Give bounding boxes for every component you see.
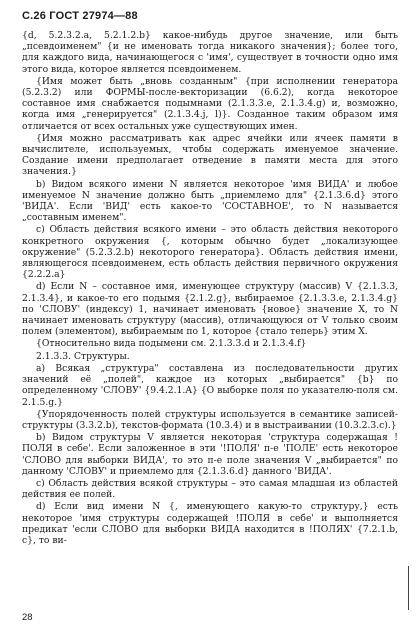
page-header: C.26 ГОСТ 27974—88 bbox=[22, 10, 138, 22]
section-heading: 2.1.3.3. Структуры. bbox=[36, 350, 130, 362]
paragraph: d) Если N – составное имя, именующее структуру (массив) V {2.1.3.3, 2.1.3.4}, и какое-то его подымя {2.1.2.g}, выбираемое {2.1.3.3.e, 2.1.3.4.g} по 'СЛОВУ' (индексу) 1, начинает именовать {новое} значение X, то N начинает именовать структуру (массив), отличающуюся от V только своим полем (элементом), выбираемым по 1, которое {стало теперь} этим X. bbox=[22, 281, 398, 338]
paragraph: {Упорядоченность полей структуры используется в семантике записей-структуры (3.3.2.b), текстов-формата (10.3.4) и в выстраивании (10.3.2.3.c).} bbox=[22, 408, 398, 431]
paragraph: c) Область действия всякого имени – это область действия некоторого конкретного окружения {, которым обычно будет „локализующее окружение" (5.2.3.2.b) некоторого генератора}. Область действия имени, являющегося псевдоименем, есть область действия первичного окружения {2.2.2.a} bbox=[22, 224, 398, 281]
paragraph: b) Видом всякого имени N является некоторое 'имя ВИДА' и любое именуемое N значение должно быть „приемлемо для" {2.1.3.6.d} этого 'ВИДА'. Если 'ВИД' есть какое-то 'СОСТАВНОЕ', то N называется „составным именем". bbox=[22, 178, 398, 224]
paragraph: {d, 5.2.3.2.a, 5.2.1.2.b} какое-нибудь другое значение, или быть „псевдоименем" {и не именовать тогда никакого значения}; более того, для каждого вида, начинающегося с 'имя', существует в точности одно имя этого вида, которое является псевдоименем. bbox=[22, 30, 398, 75]
paragraph: b) Видом структуры V является некоторая 'структура содержащая !ПОЛЯ в себе'. Если заложенное в эти '!ПОЛЯ' п-е 'ПОЛЕ' есть некоторое 'СЛОВО для выборки ВИДА', то это п-е поле значения V „выбирается" по данному 'СЛОВУ' и приемлемо для {2.1.3.6.d} данного 'ВИДА'. bbox=[22, 432, 398, 477]
paragraph: d) Если вид имени N {, именующего какую-то структуру,} есть некоторое 'имя структуры содержащей !ПОЛЯ в себе' и выполняется предикат 'если СЛОВО для выборки ВИДА находится в !ПОЛЯХ' {7.2.1.b, c}, то ви- bbox=[22, 501, 398, 546]
paragraph: {Относительно вида подымени см. 2.1.3.3.d и 2.1.3.4.f} bbox=[36, 338, 307, 350]
paragraph: {Имя можно рассматривать как адрес ячейки или ячеек памяти в вычислителе, используемых, чтобы содержать именуемое значение. Создание имени предполагает отведение в памяти места для этого значения.} bbox=[22, 132, 398, 178]
margin-line bbox=[408, 566, 409, 610]
page-body bbox=[22, 30, 398, 547]
paragraph: a) Всякая „структура" составлена из последовательности других значений её „полей", каждое из которых „выбирается" {b} по определенному 'СЛОВУ' {9.4.2.1.A} {О выборке поля по указателю-поля см. 2.1.5.g.} bbox=[22, 362, 398, 408]
paragraph: {Имя может быть „вновь созданным" {при исполнении генератора (5.2.3.2) или ФОРМЫ-после-векторизации (6.6.2), когда некоторое составное имя снабжается подымнами (2.1.3.3.e, 2.1.3.4.g) и, возможно, когда имя „генерируется" (2.1.3.4.j, l)}. Созданное таким образом имя отличается от всех остальных уже существующих имен. bbox=[22, 75, 398, 132]
paragraph: c) Область действия всякой структуры – это самая младшая из областей действия ее полей. bbox=[22, 477, 398, 501]
page-number: 28 bbox=[22, 612, 33, 623]
